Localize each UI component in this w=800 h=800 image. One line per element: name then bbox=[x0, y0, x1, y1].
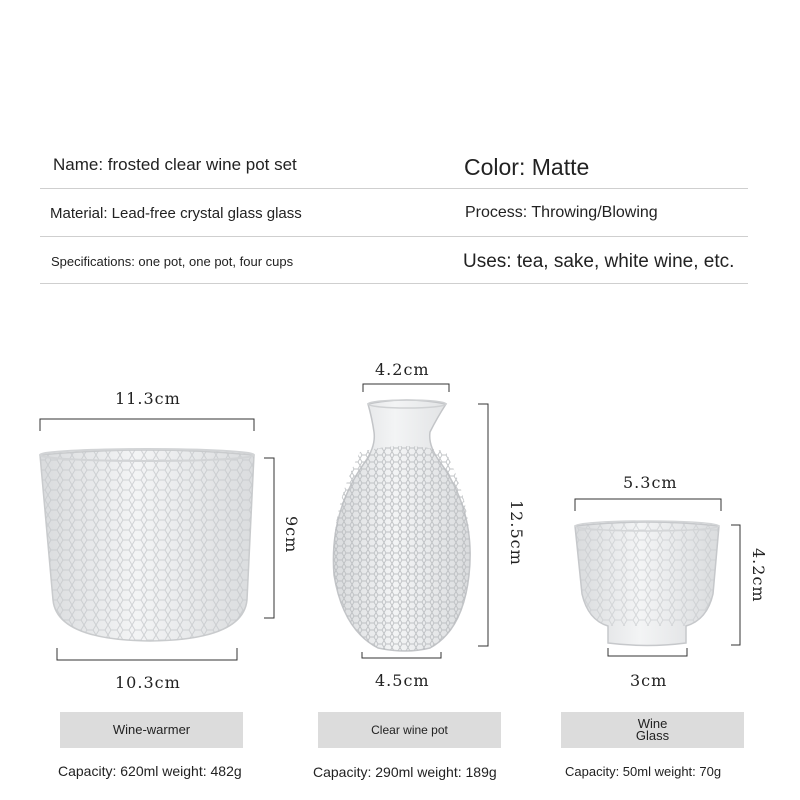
pot-height-label: 12.5cm bbox=[507, 500, 526, 566]
spec-material: Material: Lead-free crystal glass glass bbox=[50, 205, 302, 222]
spec-uses: Uses: tea, sake, white wine, etc. bbox=[463, 251, 735, 272]
wine-warmer-label-text: Wine-warmer bbox=[112, 722, 191, 737]
spec-name: Name: frosted clear wine pot set bbox=[53, 155, 297, 174]
clear-wine-pot-capacity: Capacity: 290ml weight: 189g bbox=[313, 764, 497, 780]
glass-height-label: 4.2cm bbox=[749, 548, 768, 603]
warmer-height-label: 9cm bbox=[282, 516, 301, 554]
pot-height-dimension-line bbox=[478, 404, 488, 646]
wine-glass-label-line2: Glass bbox=[635, 728, 670, 743]
spec-process: Process: Throwing/Blowing bbox=[465, 204, 658, 221]
spec-specifications: Specifications: one pot, one pot, four cups bbox=[51, 254, 294, 269]
pot-neck-dimension-line bbox=[363, 384, 449, 392]
wine-warmer-illustration bbox=[40, 449, 254, 641]
wine-glass-illustration bbox=[575, 521, 719, 646]
warmer-bottom-dimension-line bbox=[57, 648, 237, 660]
wine-warmer-label bbox=[60, 712, 243, 748]
pot-base-dimension-line bbox=[362, 652, 441, 658]
glass-base-dimension-line bbox=[608, 648, 687, 656]
glass-top-width-label: 5.3cm bbox=[623, 473, 678, 492]
warmer-top-width-label: 11.3cm bbox=[115, 389, 181, 408]
wine-glass-label-line1: Wine bbox=[637, 716, 668, 731]
clear-wine-pot-illustration bbox=[333, 400, 470, 651]
spec-color: Color: Matte bbox=[464, 154, 590, 180]
wine-warmer-capacity: Capacity: 620ml weight: 482g bbox=[58, 763, 242, 779]
glass-base-width-label: 3cm bbox=[630, 671, 668, 690]
warmer-bottom-width-label: 10.3cm bbox=[115, 673, 181, 692]
warmer-height-dimension-line bbox=[264, 458, 274, 618]
pot-base-width-label: 4.5cm bbox=[375, 671, 430, 690]
wine-glass-label bbox=[561, 712, 744, 748]
wine-glass-capacity: Capacity: 50ml weight: 70g bbox=[565, 764, 722, 779]
clear-wine-pot-label-text: Clear wine pot bbox=[371, 723, 448, 737]
warmer-top-dimension-line bbox=[40, 419, 254, 431]
glass-top-dimension-line bbox=[575, 499, 721, 511]
glass-height-dimension-line bbox=[731, 525, 740, 645]
pot-neck-width-label: 4.2cm bbox=[375, 360, 430, 379]
clear-wine-pot-label bbox=[318, 712, 501, 748]
